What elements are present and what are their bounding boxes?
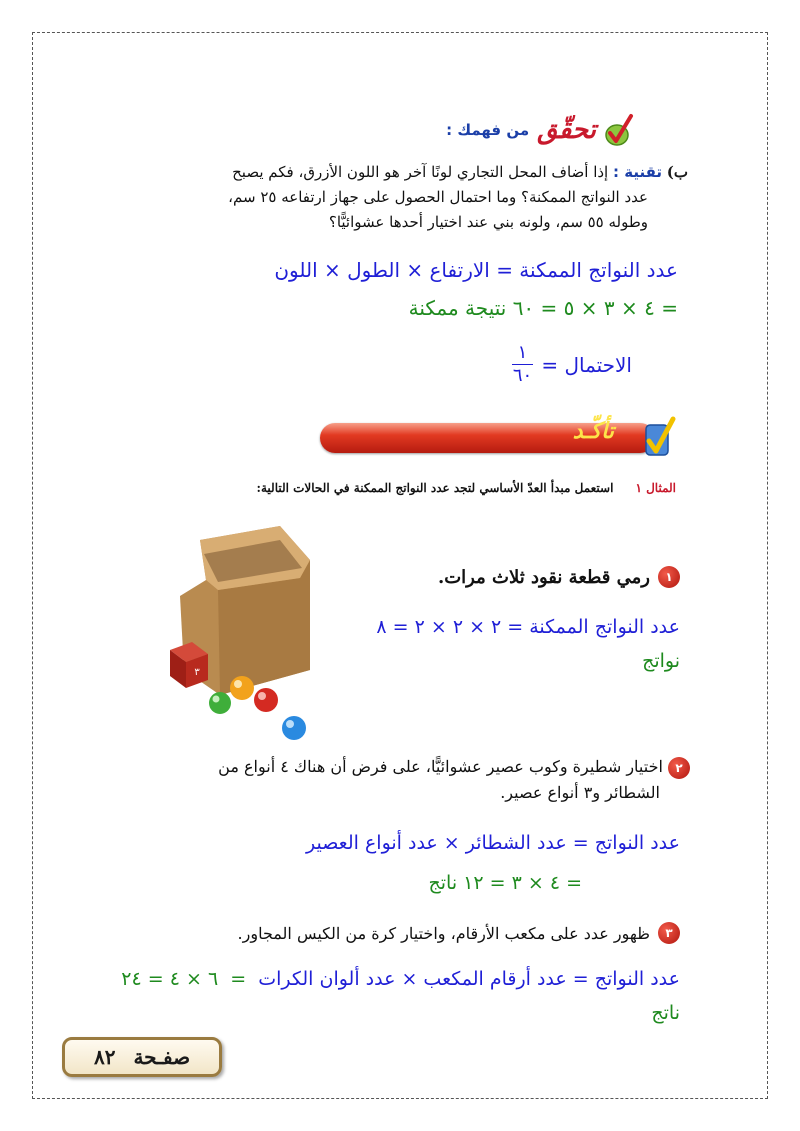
die-number: ٣ — [194, 667, 200, 678]
example-instruction — [257, 481, 676, 495]
paper-bag-illustration — [160, 520, 320, 750]
question-topic: تقنية : — [613, 163, 662, 181]
item-3-answer-formula: عدد النواتج = عدد أرقام المكعب × عدد ألوان الكرات — [258, 968, 680, 990]
fraction-numerator: ١ — [512, 342, 534, 365]
probability-label: الاحتمال = — [541, 352, 632, 377]
item-2-text-line-1: اختيار شطيرة وكوب عصير عشوائيًّا، على فرض أن هناك ٤ أنواع من — [218, 757, 663, 776]
marble-green — [209, 692, 231, 714]
item-3-answer-unit: ناتج — [651, 1002, 680, 1024]
marble-highlight — [258, 692, 266, 700]
item-1-answer: عدد النواتج الممكنة = ٢ × ٢ × ٢ = ٨ — [376, 616, 680, 638]
item-2-question — [210, 754, 690, 806]
item-number-badge: ٢ — [668, 757, 690, 779]
marble-orange — [230, 676, 254, 700]
heading-title: تحقّق — [537, 115, 596, 145]
fraction-denominator: ٦٠ — [512, 365, 533, 386]
question-line-2: عدد النواتج الممكنة؟ وما احتمال الحصول على جهاز ارتفاعه ٢٥ سم، — [228, 188, 648, 206]
page-number-box — [62, 1037, 222, 1077]
marble-highlight — [234, 680, 242, 688]
marble-red — [254, 688, 278, 712]
item-3-text: ظهور عدد على مكعب الأرقام، واختيار كرة من الكيس المجاور. — [237, 923, 650, 943]
answer-b-probability — [512, 342, 632, 387]
probability-fraction — [512, 342, 534, 387]
marble-blue — [282, 716, 306, 740]
banner-title: تأكّـد — [572, 419, 614, 444]
item-1-question — [438, 566, 680, 588]
question-b — [108, 160, 688, 235]
heading-subtitle: من فهمك : — [446, 121, 530, 139]
question-line-3: وطوله ٥٥ سم، ولونه بني عند اختيار أحدها عشوائيًّا؟ — [328, 213, 648, 231]
example-label: المثال ١ — [635, 481, 676, 495]
answer-b-formula: عدد النواتج الممكنة = الارتفاع × الطول × اللون — [274, 258, 678, 282]
marble-highlight — [213, 696, 220, 703]
item-1-text: رمي قطعة نقود ثلاث مرات. — [437, 566, 650, 588]
checkmark-icon — [640, 415, 676, 459]
item-3-answer — [121, 968, 680, 990]
confirm-banner — [320, 415, 680, 461]
page-label: صفـحة — [133, 1045, 191, 1069]
item-1-answer-unit: نواتج — [642, 650, 680, 672]
item-2-text-line-2: الشطائر و٣ أنواع عصير. — [500, 783, 660, 802]
question-line-1: إذا أضاف المحل التجاري لونًا آخر هو اللون الأزرق، فكم يصبح — [232, 163, 609, 181]
marble-highlight — [286, 720, 294, 728]
item-number-badge: ١ — [658, 566, 680, 588]
item-3-answer-result: = ٦ × ٤ = ٢٤ — [121, 968, 247, 990]
item-2-answer: عدد النواتج = عدد الشطائر × عدد أنواع العصير — [305, 832, 680, 854]
question-label: ب) — [666, 163, 688, 181]
item-number-badge: ٣ — [658, 922, 680, 944]
answer-b-result: = ٤ × ٣ × ٥ = ٦٠ نتيجة ممكنة — [408, 296, 678, 320]
example-text: استعمل مبدأ العدّ الأساسي لتجد عدد النواتج الممكنة في الحالات التالية: — [256, 481, 614, 495]
item-3-question — [238, 922, 680, 944]
page-number: ٨٢ — [93, 1045, 116, 1069]
checkmark-icon — [604, 113, 634, 147]
check-understanding-heading — [446, 112, 634, 148]
item-2-answer-result: = ٤ × ٣ = ١٢ ناتج — [428, 872, 582, 894]
